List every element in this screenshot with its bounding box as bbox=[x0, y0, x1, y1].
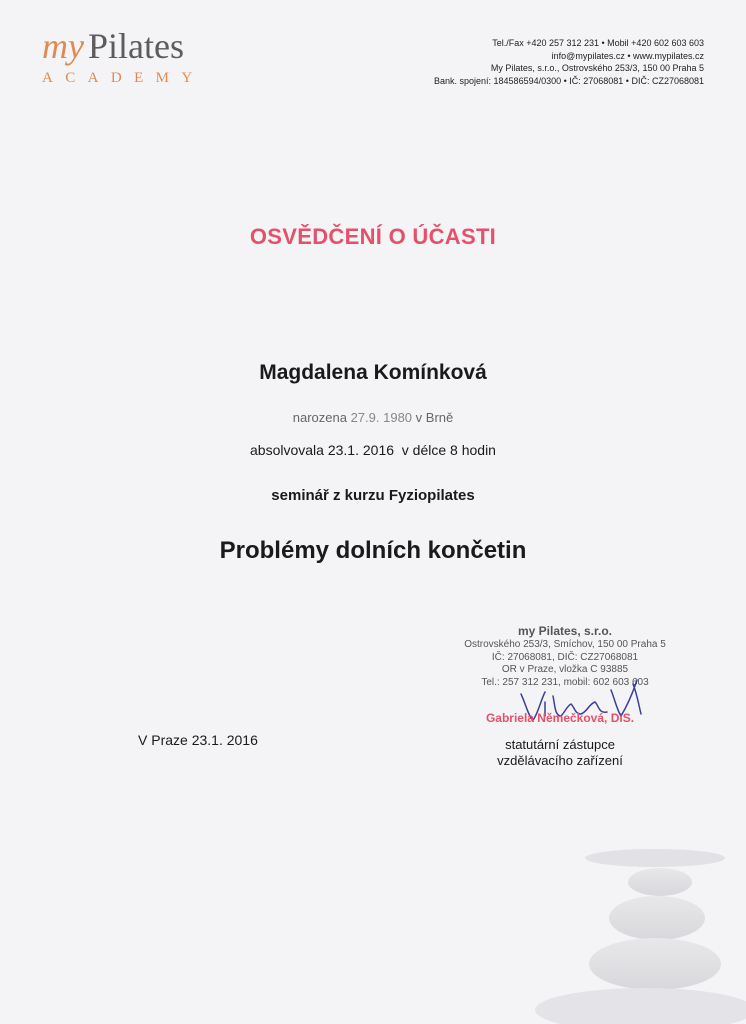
mypilates-academy-logo bbox=[42, 28, 242, 87]
certificate-title: OSVĚDČENÍ O ÚČASTI bbox=[249, 224, 497, 249]
signatory-role bbox=[445, 737, 675, 769]
stamp-registry: OR v Praze, vložka C 93885 bbox=[501, 664, 629, 675]
logo-prefix: my bbox=[42, 26, 84, 66]
logo-subtitle: ACADEMY bbox=[42, 70, 205, 86]
stamp-company: my Pilates, s.r.o. bbox=[517, 624, 613, 638]
logo-brand: Pilates bbox=[87, 26, 184, 66]
contact-line-address: My Pilates, s.r.o., Ostrovského 253/3, 150 00 Praha 5 bbox=[490, 63, 704, 73]
participant-name: Magdalena Komínková bbox=[259, 361, 487, 384]
stamp-ids: IČ: 27068081, DIČ: CZ27068081 bbox=[491, 651, 639, 663]
place-and-date: V Praze 23.1. 2016 bbox=[138, 732, 258, 748]
signatory-name: Gabriela Němečková, DiS. bbox=[485, 711, 635, 725]
born-date: 27.9. 1980 bbox=[350, 410, 413, 425]
seminar-topic: Problémy dolních končetin bbox=[219, 537, 527, 564]
stamp-phone: Tel.: 257 312 231, mobil: 602 603 603 bbox=[481, 676, 649, 688]
contact-line-phone: Tel./Fax +420 257 312 231 • Mobil +420 602 603 603 bbox=[492, 38, 704, 48]
completion-info: absolvovala 23.1. 2016 v délce 8 hodin bbox=[250, 442, 496, 458]
contact-line-bank: Bank. spojení: 184586594/0300 • IČ: 27068081 • DIČ: CZ27068081 bbox=[434, 75, 704, 86]
stacked-stones-watermark bbox=[525, 840, 746, 1024]
logo-wordmark bbox=[42, 28, 242, 64]
birth-info bbox=[0, 410, 746, 425]
contact-line-web: info@mypilates.cz • www.mypilates.cz bbox=[551, 50, 704, 61]
stamp-address: Ostrovského 253/3, Smíchov, 150 00 Praha 5 bbox=[464, 639, 666, 650]
seminar-name: seminář z kurzu Fyziopilates bbox=[271, 487, 475, 504]
born-in: v bbox=[415, 410, 423, 425]
contact-block bbox=[434, 37, 704, 87]
born-place: Brně bbox=[425, 410, 454, 425]
role-line-1: statutární zástupce bbox=[505, 737, 615, 752]
born-prefix: narozena bbox=[292, 410, 347, 425]
role-line-2: vzdělávacího zařízení bbox=[497, 753, 623, 768]
